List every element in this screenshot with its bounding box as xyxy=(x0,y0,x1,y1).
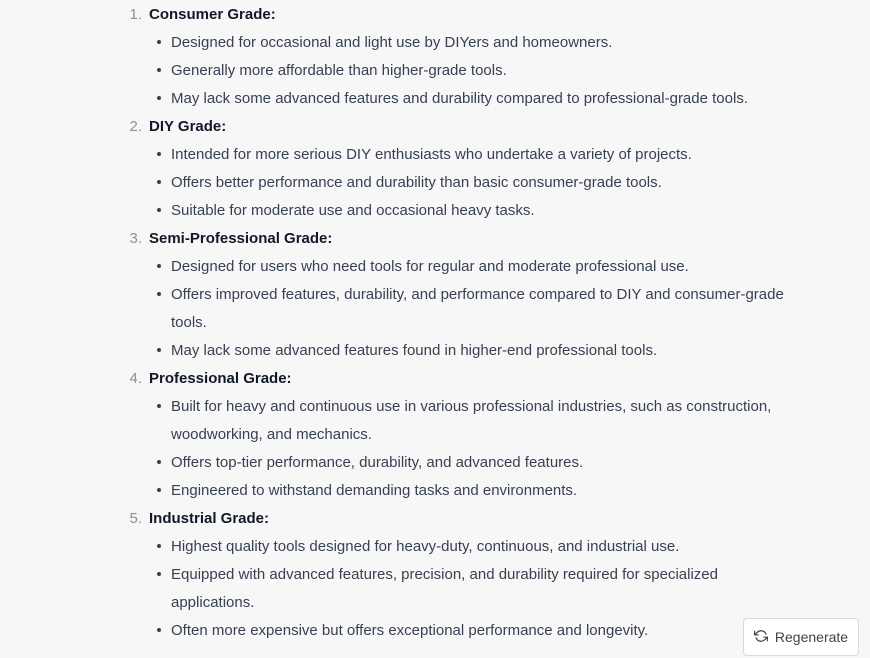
bullet-item xyxy=(149,85,791,113)
bullet-text: Offers top-tier performance, durability, and advanced features. xyxy=(171,454,584,471)
bullet-dot-icon xyxy=(157,40,161,44)
bullet-item xyxy=(149,281,791,337)
bullet-dot-icon xyxy=(157,96,161,100)
grade-title: Consumer Grade: xyxy=(149,6,276,23)
grade-list xyxy=(0,1,800,645)
grade-number: 1. xyxy=(129,6,142,23)
bullet-text: Built for heavy and continuous use in various professional industries, such as construction, woodworking, and mechanics. xyxy=(171,398,772,443)
bullet-dot-icon xyxy=(157,460,161,464)
grade-title: DIY Grade: xyxy=(149,118,227,135)
bullet-text: Offers better performance and durability than basic consumer-grade tools. xyxy=(171,174,662,191)
bullet-text: May lack some advanced features found in higher-end professional tools. xyxy=(171,342,658,359)
bullet-text: Designed for occasional and light use by DIYers and homeowners. xyxy=(171,34,613,51)
bullet-dot-icon xyxy=(157,152,161,156)
bullet-item xyxy=(149,449,791,477)
bullet-dot-icon xyxy=(157,404,161,408)
bullet-text: Offers improved features, durability, and performance compared to DIY and consumer-grade tools. xyxy=(171,286,784,331)
bullet-text: Generally more affordable than higher-grade tools. xyxy=(171,62,507,79)
grade-title: Professional Grade: xyxy=(149,370,292,387)
bullet-dot-icon xyxy=(157,488,161,492)
bullet-dot-icon xyxy=(157,292,161,296)
bullet-list xyxy=(149,393,800,505)
bullet-dot-icon xyxy=(157,68,161,72)
bullet-text: May lack some advanced features and durability compared to professional-grade tools. xyxy=(171,90,748,107)
bullet-list xyxy=(149,533,800,645)
bullet-list xyxy=(149,141,800,225)
bullet-dot-icon xyxy=(157,264,161,268)
grade-item xyxy=(0,1,800,113)
bullet-dot-icon xyxy=(157,180,161,184)
grade-number: 3. xyxy=(129,230,142,247)
bullet-item xyxy=(149,253,791,281)
bullet-text: Engineered to withstand demanding tasks and environments. xyxy=(171,482,578,499)
grade-number: 5. xyxy=(129,510,142,527)
bullet-item xyxy=(149,617,791,645)
refresh-icon xyxy=(754,629,768,646)
regenerate-label: Regenerate xyxy=(774,629,849,645)
bullet-item xyxy=(149,337,791,365)
bullet-item xyxy=(149,533,791,561)
bullet-dot-icon xyxy=(157,208,161,212)
bullet-text: Equipped with advanced features, precision, and durability required for specialized applications. xyxy=(171,566,718,611)
bullet-dot-icon xyxy=(157,628,161,632)
regenerate-button[interactable] xyxy=(743,618,859,656)
bullet-item xyxy=(149,29,791,57)
bullet-item xyxy=(149,169,791,197)
bullet-list xyxy=(149,29,800,113)
bullet-dot-icon xyxy=(157,572,161,576)
grade-number: 2. xyxy=(129,118,142,135)
bullet-item xyxy=(149,477,791,505)
bullet-text: Designed for users who need tools for regular and moderate professional use. xyxy=(171,258,689,275)
grade-item xyxy=(0,365,800,505)
bullet-text: Highest quality tools designed for heavy-duty, continuous, and industrial use. xyxy=(171,538,680,555)
grade-number: 4. xyxy=(129,370,142,387)
bullet-text: Often more expensive but offers exceptional performance and longevity. xyxy=(171,622,649,639)
grade-item xyxy=(0,225,800,365)
grade-title: Semi-Professional Grade: xyxy=(149,230,333,247)
bullet-list xyxy=(149,253,800,365)
bullet-item xyxy=(149,393,791,449)
bullet-dot-icon xyxy=(157,348,161,352)
bullet-item xyxy=(149,141,791,169)
bullet-item xyxy=(149,197,791,225)
bullet-text: Suitable for moderate use and occasional heavy tasks. xyxy=(171,202,535,219)
bullet-item xyxy=(149,561,791,617)
grade-item xyxy=(0,113,800,225)
bullet-dot-icon xyxy=(157,544,161,548)
bullet-item xyxy=(149,57,791,85)
bullet-text: Intended for more serious DIY enthusiasts who undertake a variety of projects. xyxy=(171,146,692,163)
grade-item xyxy=(0,505,800,645)
grade-title: Industrial Grade: xyxy=(149,510,270,527)
